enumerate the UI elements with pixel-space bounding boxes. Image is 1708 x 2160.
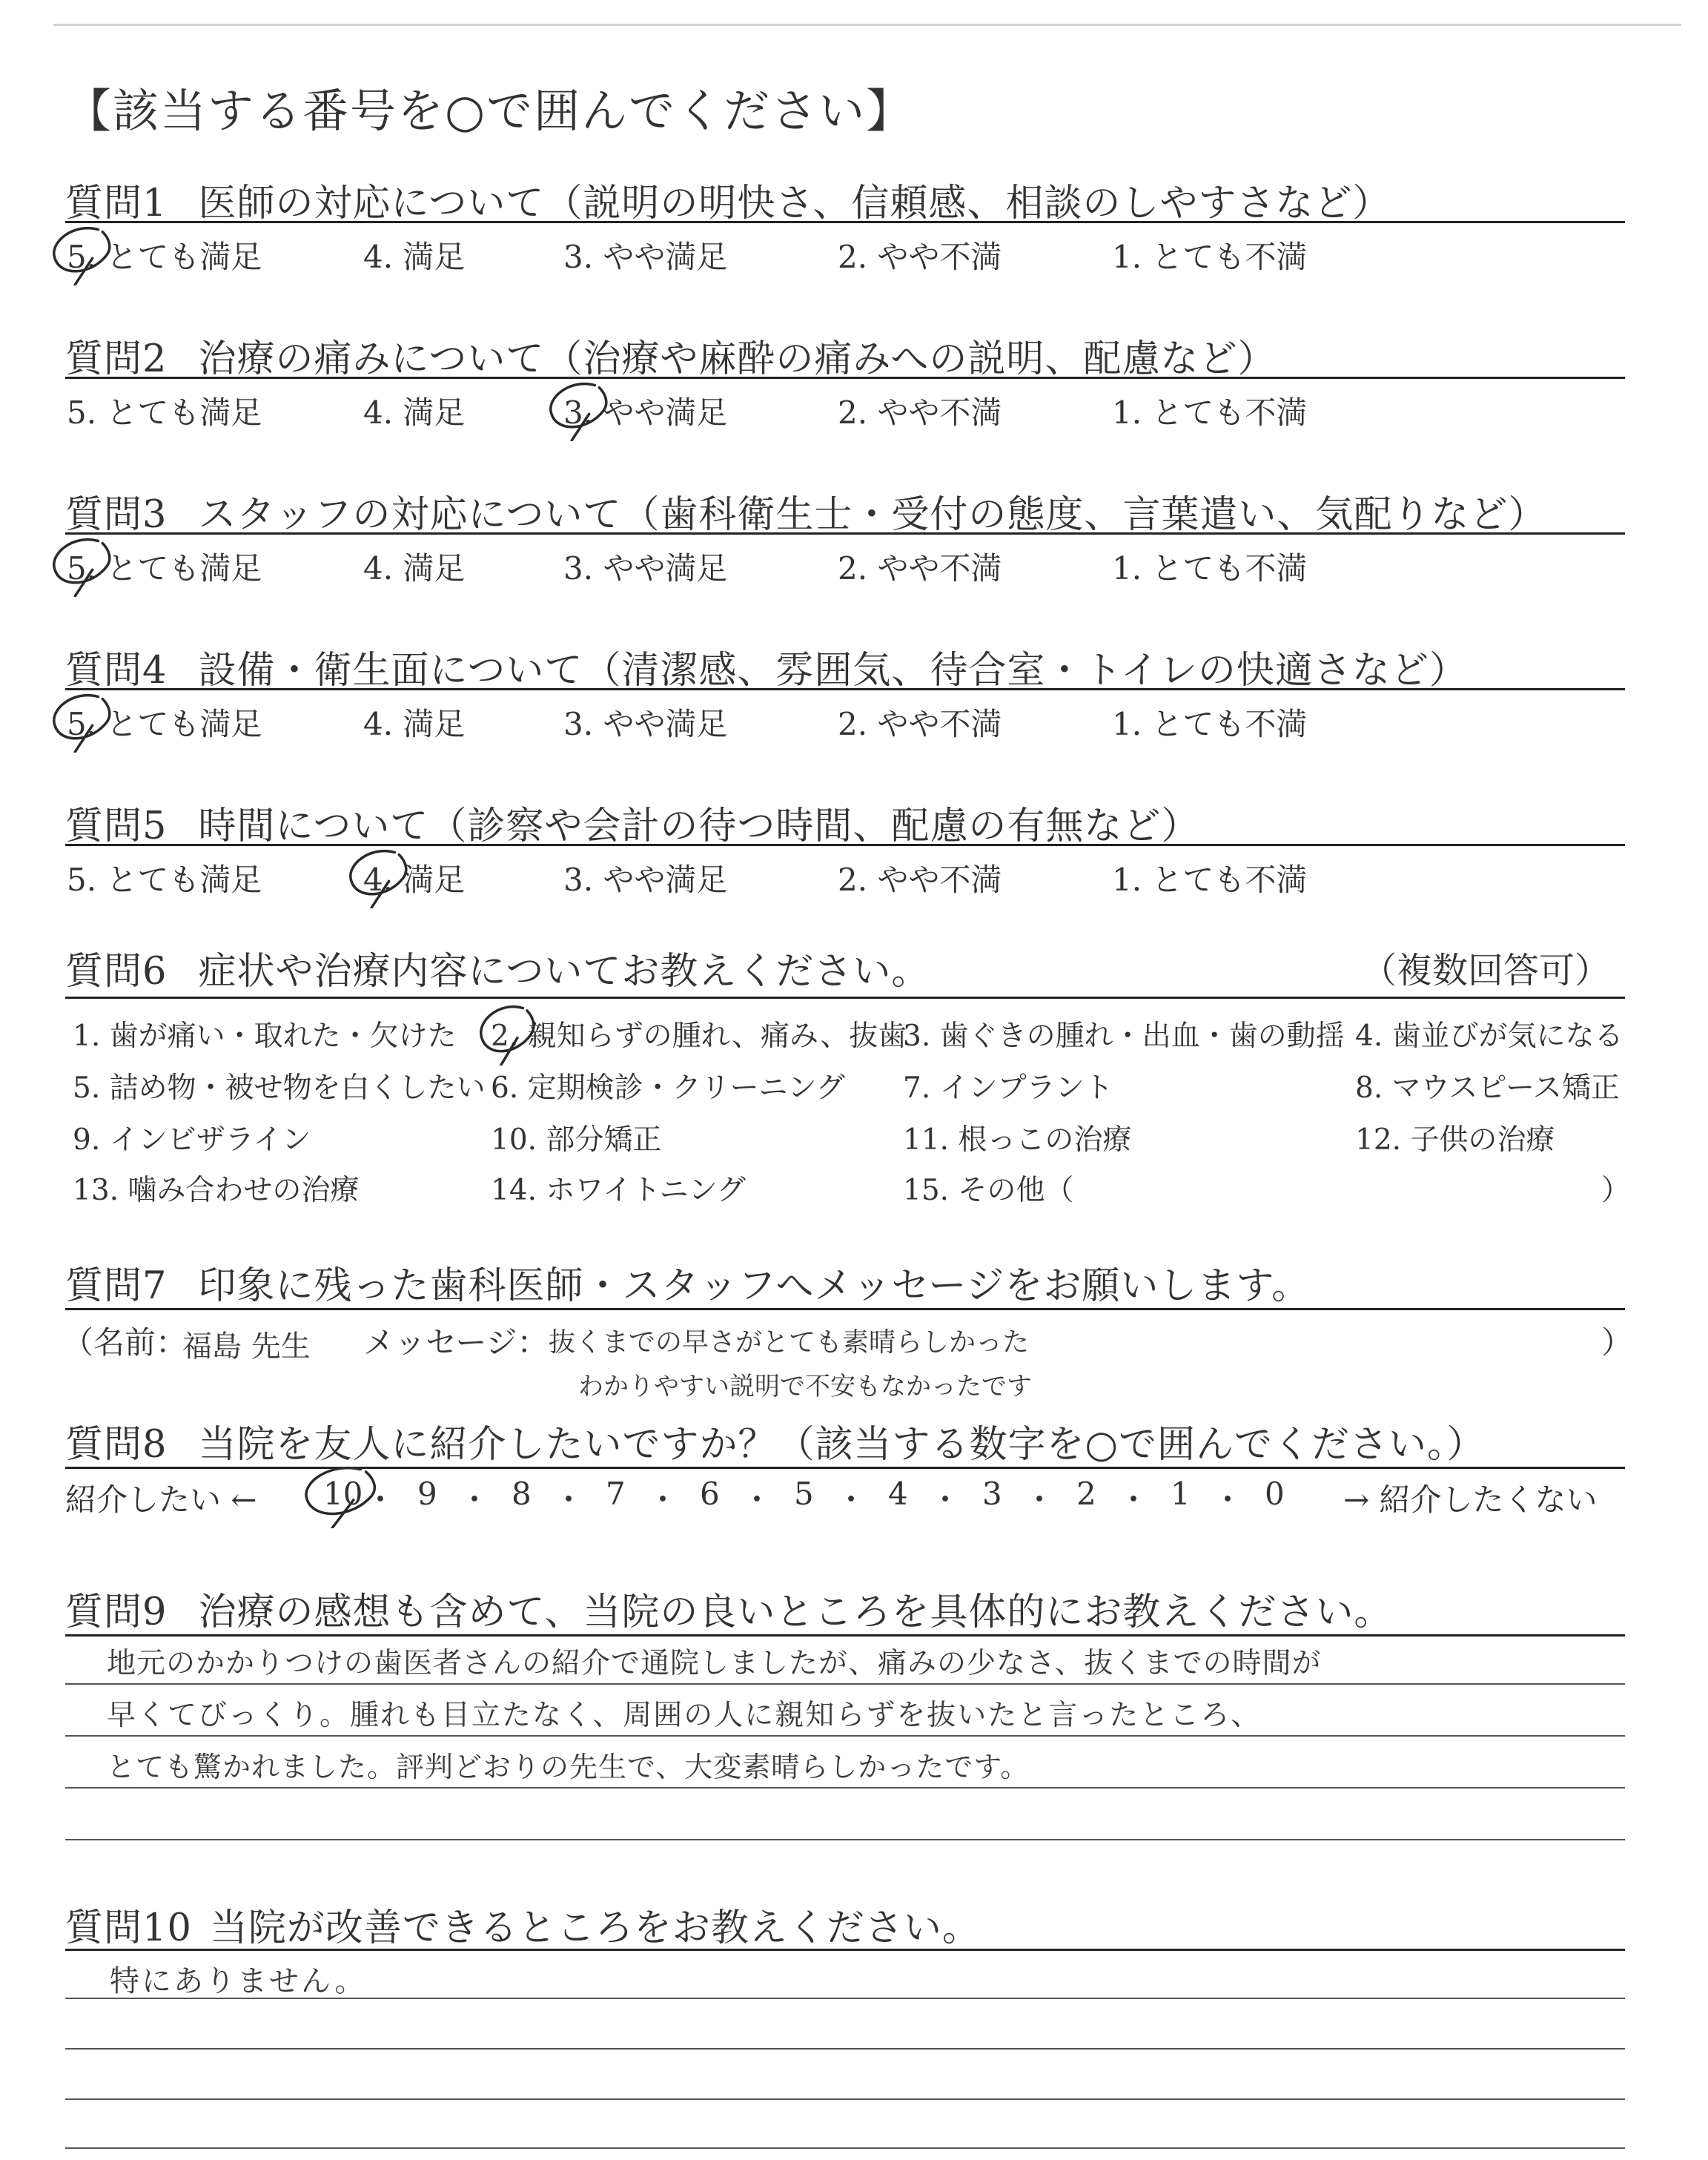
q1-text: 医師の対応について（説明の明快さ、信頼感、相談のしやすさなど） <box>198 182 1391 225</box>
q8-text: 当院を友人に紹介したいですか？（該当する数字を○で囲んでください。） <box>198 1423 1486 1467</box>
q9-text: 治療の感想も含めて、当院の良いところを具体的にお教えください。 <box>198 1591 1393 1634</box>
q3-option-5[interactable]: 5. とても満足 <box>67 550 262 587</box>
q1-option-3[interactable]: 3. やや満足 <box>563 239 728 275</box>
q6-option-14[interactable]: 14. ホワイトニング <box>491 1174 746 1207</box>
q6-option-6[interactable]: 6. 定期検診・クリーニング <box>491 1071 845 1105</box>
q8-rule <box>65 1467 1625 1469</box>
q4-option-1[interactable]: 1. とても不満 <box>1112 706 1308 742</box>
q7-message-line-2: わかりやすい説明で不安もなかったです <box>578 1372 1032 1401</box>
q4-option-5[interactable]: 5. とても満足 <box>67 706 262 742</box>
q1-rule <box>65 221 1625 223</box>
q1-option-5[interactable]: 5. とても満足 <box>67 239 262 275</box>
q3-option-4[interactable]: 4. 満足 <box>363 550 466 587</box>
q6-option-13[interactable]: 13. 噛み合わせの治療 <box>73 1174 360 1207</box>
q7-name-value: 福島 先生 <box>182 1330 311 1364</box>
q7-close-paren: ） <box>1601 1324 1633 1361</box>
q6-multiple-note: （複数回答可） <box>1361 950 1611 991</box>
top-border <box>53 24 1681 26</box>
q6-title <box>65 940 930 995</box>
q9-writing-line <box>65 1787 1625 1789</box>
q8-scale-2[interactable]: 2 <box>1076 1476 1096 1512</box>
q6-option-15[interactable]: 15. その他（ <box>903 1174 1074 1207</box>
q1-number: 質問1 <box>65 182 168 225</box>
q8-scale-separator: ・ <box>647 1482 679 1518</box>
q2-option-5[interactable]: 5. とても満足 <box>67 394 262 431</box>
q2-option-1[interactable]: 1. とても不満 <box>1112 394 1308 431</box>
q9-answer-line-1: 地元のかかりつけの歯医者さんの紹介で通院しましたが、痛みの少なさ、抜くまでの時間が <box>107 1647 1322 1680</box>
q8-scale-separator: ・ <box>1212 1482 1244 1518</box>
q7-text: 印象に残った歯科医師・スタッフへメッセージをお願いします。 <box>198 1264 1311 1308</box>
q8-left-label: 紹介したい ← <box>65 1482 257 1518</box>
q8-scale-separator: ・ <box>1118 1482 1150 1518</box>
q8-scale-separator: ・ <box>835 1482 867 1518</box>
q9-writing-line <box>65 1839 1625 1840</box>
q10-text: 当院が改善できるところをお教えください。 <box>209 1906 981 1950</box>
q10-title <box>65 1897 981 1952</box>
q7-message-line-1: 抜くまでの早さがとても素晴らしかった <box>549 1327 1030 1358</box>
q3-rule <box>65 532 1625 535</box>
q5-rule <box>65 844 1625 846</box>
q4-text: 設備・衛生面について（清潔感、雰囲気、待合室・トイレの快適さなど） <box>198 649 1468 693</box>
q5-option-4[interactable]: 4. 満足 <box>363 862 466 898</box>
q6-option-16[interactable]: ） <box>1601 1174 1631 1207</box>
q1-option-2[interactable]: 2. やや不満 <box>838 239 1002 275</box>
q8-scale-separator: ・ <box>1024 1482 1056 1518</box>
q8-scale-separator: ・ <box>930 1482 961 1518</box>
q8-scale-3[interactable]: 3 <box>982 1476 1002 1512</box>
q2-rule <box>65 377 1625 379</box>
q8-scale-separator: ・ <box>741 1482 773 1518</box>
q2-title <box>65 328 1276 383</box>
q10-rule <box>65 1949 1625 1951</box>
q3-option-2[interactable]: 2. やや不満 <box>838 550 1002 587</box>
q8-scale-separator: ・ <box>365 1482 397 1518</box>
q5-option-2[interactable]: 2. やや不満 <box>838 862 1002 898</box>
q2-option-3[interactable]: 3. やや満足 <box>563 394 728 431</box>
q2-option-4[interactable]: 4. 満足 <box>363 394 466 431</box>
q6-option-11[interactable]: 11. 根っこの治療 <box>903 1123 1132 1157</box>
q6-rule <box>65 997 1625 999</box>
q4-number: 質問4 <box>65 649 168 693</box>
q5-option-3[interactable]: 3. やや満足 <box>563 862 728 898</box>
q6-option-5[interactable]: 5. 詰め物・被せ物を白くしたい <box>73 1071 486 1105</box>
q10-number: 質問10 <box>65 1906 192 1950</box>
q5-option-5[interactable]: 5. とても満足 <box>67 862 262 898</box>
q8-scale-1[interactable]: 1 <box>1171 1476 1191 1512</box>
q3-title <box>65 483 1546 538</box>
q8-scale-0[interactable]: 0 <box>1265 1476 1285 1512</box>
q8-title <box>65 1413 1485 1468</box>
q3-number: 質問3 <box>65 493 168 537</box>
q1-title <box>65 172 1391 227</box>
q1-option-4[interactable]: 4. 満足 <box>363 239 466 275</box>
q10-writing-line <box>65 2048 1625 2050</box>
q6-option-1[interactable]: 1. 歯が痛い・取れた・欠けた <box>73 1020 457 1053</box>
q9-answer-line-2: 早くてびっくり。腫れも目立たなく、周囲の人に親知らずを抜いたと言ったところ、 <box>107 1699 1262 1732</box>
q10-writing-line <box>65 2098 1625 2100</box>
q9-title <box>65 1581 1392 1636</box>
q4-option-3[interactable]: 3. やや満足 <box>563 706 728 742</box>
q8-scale-9[interactable]: 9 <box>417 1476 437 1512</box>
q10-answer-line-1: 特にありません。 <box>110 1964 367 1998</box>
q4-title <box>65 639 1468 694</box>
q3-text: スタッフの対応について（歯科衛生士・受付の態度、言葉遣い、気配りなど） <box>198 493 1547 537</box>
q7-message-label: メッセージ： <box>363 1324 549 1361</box>
q6-number: 質問6 <box>65 950 168 994</box>
q5-title <box>65 795 1199 850</box>
q9-writing-line <box>65 1735 1625 1737</box>
q8-scale-6[interactable]: 6 <box>700 1476 720 1512</box>
q8-scale-8[interactable]: 8 <box>512 1476 532 1512</box>
q6-text: 症状や治療内容についてお教えください。 <box>198 950 930 994</box>
q8-number: 質問8 <box>65 1423 168 1467</box>
q5-text: 時間について（診察や会計の待つ時間、配慮の有無など） <box>198 805 1200 848</box>
q8-scale-10[interactable]: 10 <box>323 1476 363 1512</box>
q5-number: 質問5 <box>65 805 168 848</box>
q7-name-label: （名前： <box>62 1324 188 1361</box>
q8-scale-7[interactable]: 7 <box>606 1476 626 1512</box>
q5-option-1[interactable]: 1. とても不満 <box>1112 862 1308 898</box>
q1-option-1[interactable]: 1. とても不満 <box>1112 239 1308 275</box>
q7-title <box>65 1255 1310 1309</box>
q6-option-12[interactable]: 12. 子供の治療 <box>1355 1123 1555 1157</box>
q2-text: 治療の痛みについて（治療や麻酔の痛みへの説明、配慮など） <box>198 337 1277 381</box>
instruction-heading: 【該当する番号を○で囲んでください】 <box>65 84 914 138</box>
q6-option-2[interactable]: 2. 親知らずの腫れ、痛み、抜歯 <box>491 1020 907 1053</box>
q8-scale-5[interactable]: 5 <box>794 1476 814 1512</box>
q8-scale-separator: ・ <box>553 1482 585 1518</box>
q9-number: 質問9 <box>65 1591 168 1634</box>
q8-scale-4[interactable]: 4 <box>888 1476 908 1512</box>
q3-option-3[interactable]: 3. やや満足 <box>563 550 728 587</box>
q9-answer-line-3: とても驚かれました。評判どおりの先生で、大変素晴らしかったです。 <box>107 1751 1030 1783</box>
q4-option-2[interactable]: 2. やや不満 <box>838 706 1002 742</box>
q6-option-4[interactable]: 4. 歯並びが気になる <box>1355 1020 1623 1053</box>
q10-writing-line <box>65 2147 1625 2149</box>
q9-rule <box>65 1634 1625 1636</box>
q3-option-1[interactable]: 1. とても不満 <box>1112 550 1308 587</box>
q7-rule <box>65 1308 1625 1310</box>
q6-option-10[interactable]: 10. 部分矯正 <box>491 1123 662 1157</box>
q9-writing-line <box>65 1683 1625 1685</box>
q6-option-8[interactable]: 8. マウスピース矯正 <box>1355 1071 1620 1105</box>
q7-number: 質問7 <box>65 1264 168 1308</box>
q6-option-7[interactable]: 7. インプラント <box>903 1071 1113 1105</box>
q8-scale-separator: ・ <box>459 1482 491 1518</box>
q4-rule <box>65 688 1625 690</box>
q2-option-2[interactable]: 2. やや不満 <box>838 394 1002 431</box>
q8-right-label: → 紹介したくない <box>1343 1482 1598 1518</box>
q4-option-4[interactable]: 4. 満足 <box>363 706 466 742</box>
q6-option-3[interactable]: 3. 歯ぐきの腫れ・出血・歯の動揺 <box>903 1020 1345 1053</box>
q6-option-9[interactable]: 9. インビザライン <box>73 1123 311 1157</box>
q2-number: 質問2 <box>65 337 168 381</box>
